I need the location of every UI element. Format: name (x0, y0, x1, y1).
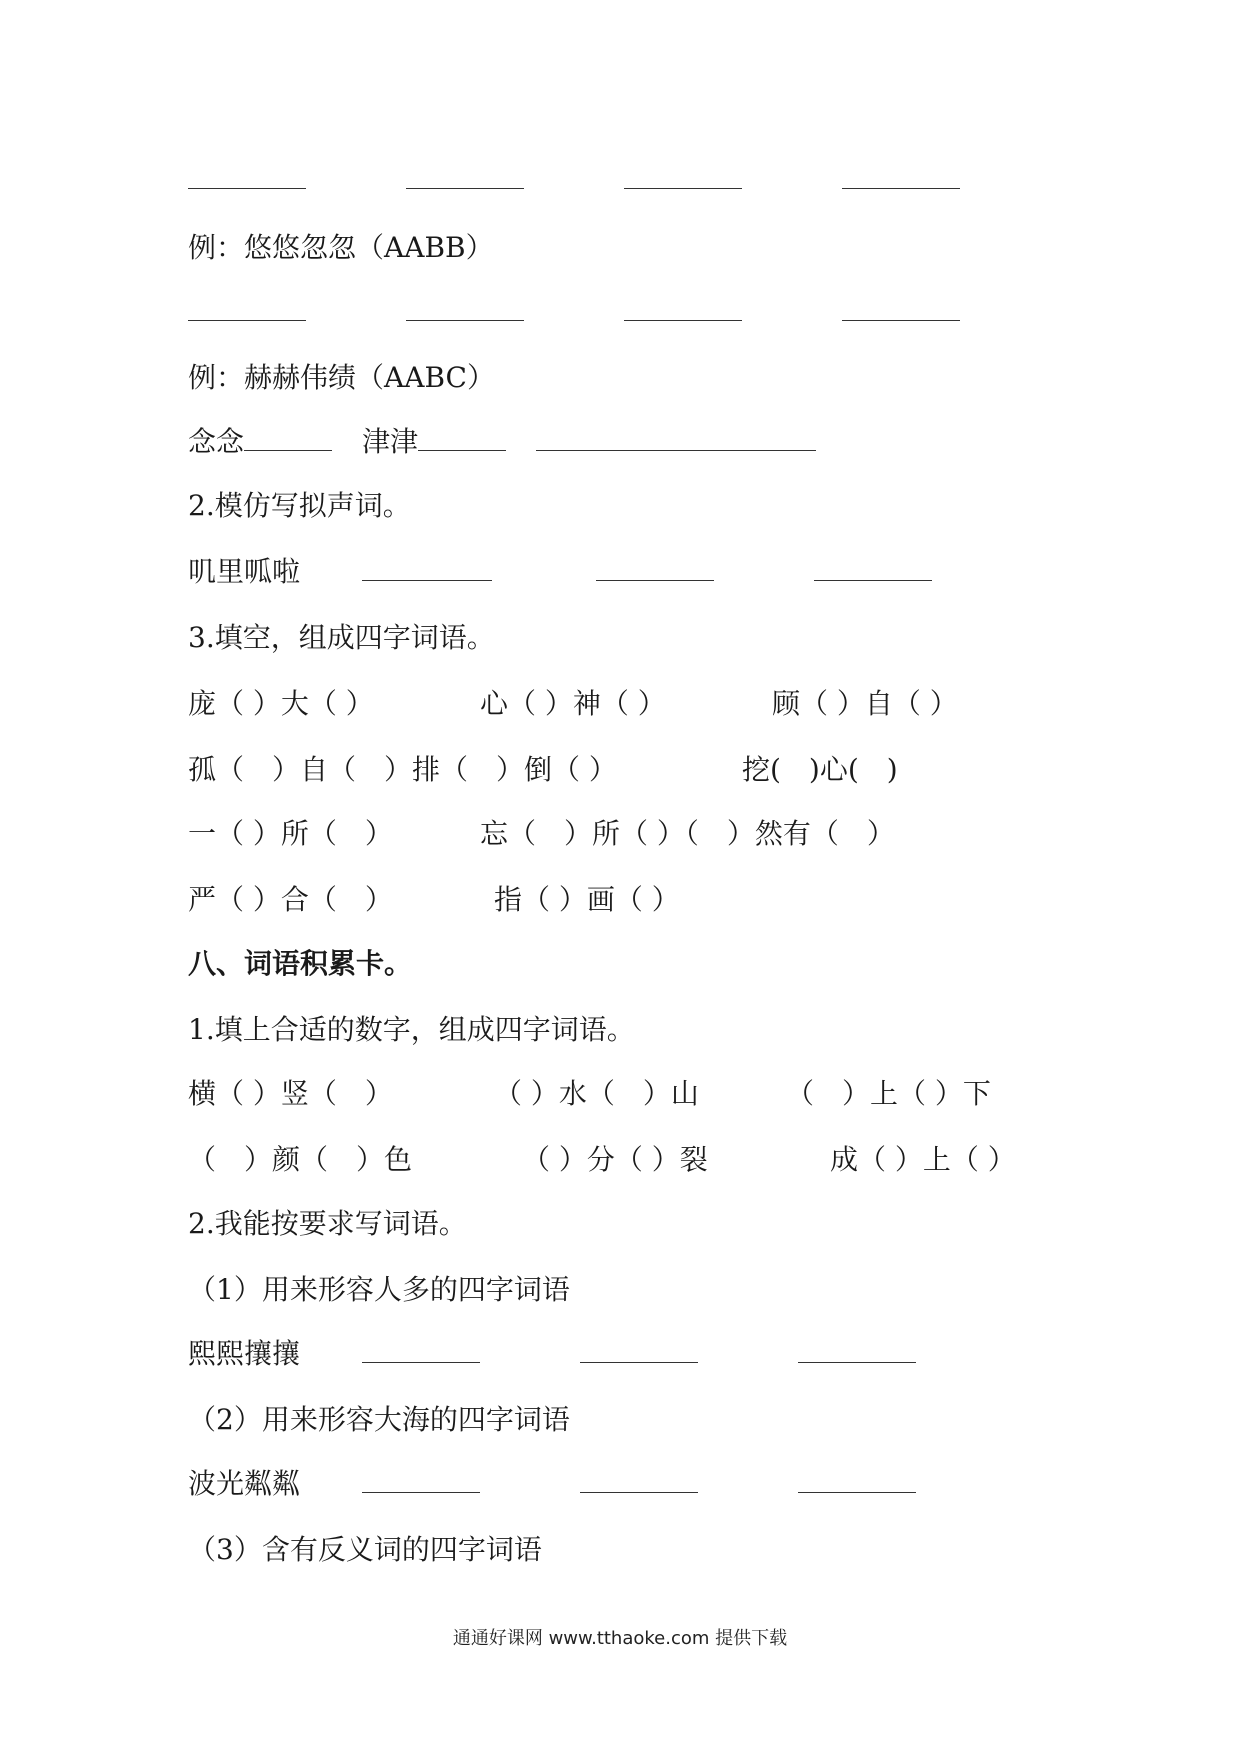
answer-blank[interactable] (188, 162, 306, 189)
number-item: （ ）颜（ ）色 (188, 1143, 413, 1176)
fill-item: 孤（ ）自（ ）排（ ）倒（ ） (188, 753, 617, 786)
answer-blank[interactable] (580, 1466, 698, 1493)
fill-item: 指（ ）画（ ） (494, 883, 680, 916)
number-item: （ ）上（ ）下 (786, 1077, 991, 1110)
answer-blank[interactable] (362, 554, 492, 581)
onomatopoeia-row (188, 552, 932, 592)
example-aabc: 例：赫赫伟绩（AABC） (188, 361, 495, 394)
fill-item: 忘（ ）所（ ）（ ）然有（ ） (480, 817, 895, 850)
fill-item: 挖( )心( ) (742, 753, 898, 786)
answer-blank[interactable] (624, 162, 742, 189)
answer-blank[interactable] (814, 554, 932, 581)
answer-blank[interactable] (406, 162, 524, 189)
example-word: 波光粼粼 (188, 1467, 301, 1500)
answer-blank[interactable] (188, 294, 306, 321)
example-aabb: 例：悠悠忽忽（AABB） (188, 231, 494, 264)
jin-prefix: 津津 (362, 425, 419, 458)
number-item: 成（ ）上（ ） (830, 1143, 1016, 1176)
answer-blank[interactable] (842, 162, 960, 189)
words-row-2 (188, 1464, 916, 1504)
answer-blank[interactable] (362, 1336, 480, 1363)
question-2: 2.模仿写拟声词。 (188, 489, 411, 522)
fill-item: 庞（ ）大（ ） (188, 687, 374, 720)
answer-blank[interactable] (842, 294, 960, 321)
answer-blank[interactable] (580, 1336, 698, 1363)
section-8-question-2: 2.我能按要求写词语。 (188, 1207, 467, 1240)
fill-item: 一（ ）所（ ） (188, 817, 393, 850)
blank-row-1 (188, 160, 960, 200)
answer-blank[interactable] (362, 1466, 480, 1493)
answer-blank[interactable] (418, 424, 506, 451)
answer-blank[interactable] (406, 294, 524, 321)
example-word: 叽里呱啦 (188, 555, 301, 588)
nian-prefix: 念念 (188, 425, 245, 458)
blank-row-2 (188, 292, 960, 332)
answer-blank[interactable] (596, 554, 714, 581)
number-item: （ ）水（ ）山 (494, 1077, 699, 1110)
answer-blank[interactable] (536, 424, 816, 451)
footer-credit: 通通好课网 www.tthaoke.com 提供下载 (452, 1628, 788, 1649)
fill-item: 顾（ ）自（ ） (772, 687, 958, 720)
answer-blank[interactable] (798, 1466, 916, 1493)
fill-item: 严（ ）合（ ） (188, 883, 393, 916)
answer-blank[interactable] (798, 1336, 916, 1363)
aabc-row (188, 422, 816, 462)
example-word: 熙熙攘攘 (188, 1337, 301, 1370)
fill-item: 心（ ）神（ ） (480, 687, 666, 720)
number-item: （ ）分（ ）裂 (522, 1143, 708, 1176)
section-8-title: 八、词语积累卡。 (188, 947, 413, 980)
section-8-question-1: 1.填上合适的数字，组成四字词语。 (188, 1013, 635, 1046)
prompt-1: （1）用来形容人多的四字词语 (188, 1273, 570, 1306)
question-3: 3.填空，组成四字词语。 (188, 621, 495, 654)
answer-blank[interactable] (624, 294, 742, 321)
prompt-3: （3）含有反义词的四字词语 (188, 1533, 542, 1566)
answer-blank[interactable] (244, 424, 332, 451)
number-item: 横（ ）竖（ ） (188, 1077, 393, 1110)
words-row-1 (188, 1334, 916, 1374)
prompt-2: （2）用来形容大海的四字词语 (188, 1403, 570, 1436)
